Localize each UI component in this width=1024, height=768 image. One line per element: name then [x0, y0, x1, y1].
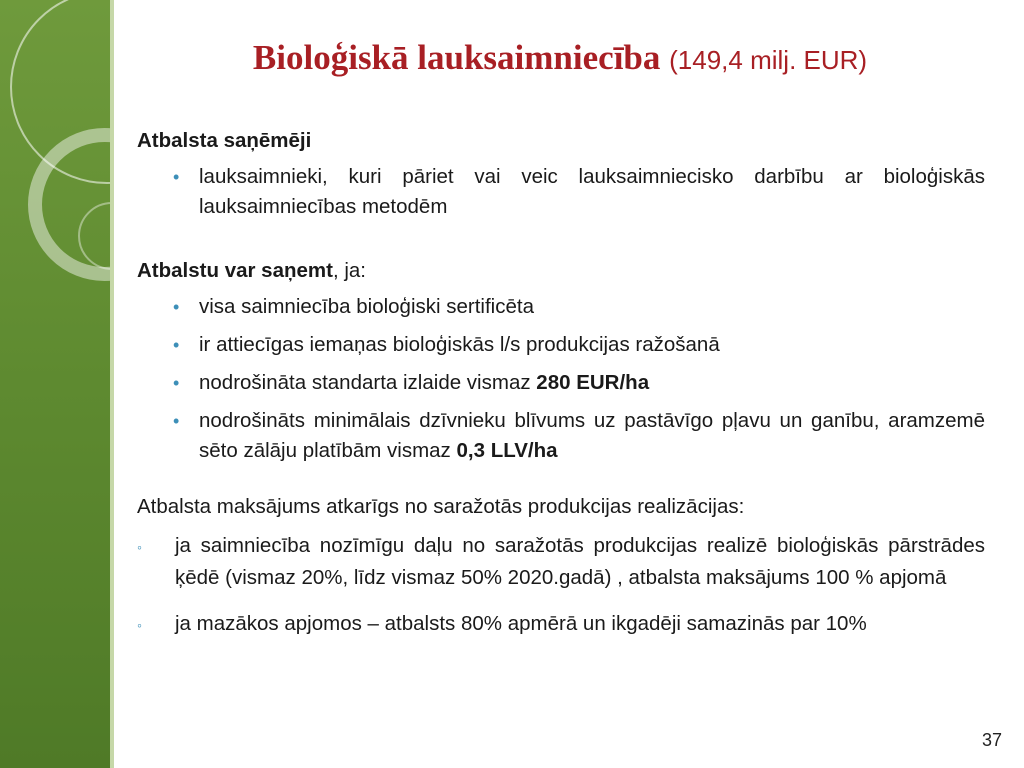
list-item: • nodrošināts minimālais dzīvnieku blīvums uz pastāvīgo pļavu un ganību, aramzemē sēto zālāju platībām vismaz 0,3 LLV/ha	[137, 406, 985, 466]
decorative-sidebar	[0, 0, 114, 768]
list-item: • nodrošināta standarta izlaide vismaz 280 EUR/ha	[137, 368, 985, 398]
bullet-icon: •	[173, 335, 180, 355]
list-item: ◦ ja mazākos apjomos – atbalsts 80% apmērā un ikgadēji samazinās par 10%	[137, 608, 985, 640]
slide-content	[137, 126, 985, 654]
hollow-bullet-icon: ◦	[137, 539, 142, 555]
bullet-icon: •	[173, 297, 180, 317]
bullet-icon: •	[173, 411, 180, 431]
list-item: • visa saimniecība bioloģiski sertificēta	[137, 292, 985, 322]
section-heading-conditions: Atbalstu var saņemt, ja:	[137, 259, 366, 282]
hollow-bullet-icon: ◦	[137, 617, 142, 633]
list-item: • ir attiecīgas iemaņas bioloģiskās l/s produkcijas ražošanā	[137, 330, 985, 360]
section-heading-recipients: Atbalsta saņēmēji	[137, 129, 312, 152]
page-number: 37	[981, 730, 1002, 750]
section-heading-payment: Atbalsta maksājums atkarīgs no saražotās produkcijas realizācijas:	[137, 495, 745, 518]
slide-title	[120, 36, 1000, 82]
sidebar-edge	[110, 0, 114, 768]
title-amount: (149,4 milj. EUR)	[669, 45, 868, 75]
list-item: ◦ ja saimniecība nozīmīgu daļu no saražotās produkcijas realizē bioloģiskās pārstrādes ķēdē (vismaz 20%, līdz vismaz 50% 2020.gadā) , atbalsta maksājums 100 % apjomā	[137, 530, 985, 594]
payment-list	[137, 530, 985, 640]
bullet-icon: •	[173, 373, 180, 393]
title-main: Bioloģiskā lauksaimniecība	[252, 38, 661, 77]
recipients-list	[137, 162, 985, 222]
list-item: • lauksaimnieki, kuri pāriet vai veic lauksaimniecisko darbību ar bioloģiskās lauksaimniecības metodēm	[137, 162, 985, 222]
bullet-icon: •	[173, 167, 180, 187]
conditions-list	[137, 292, 985, 466]
